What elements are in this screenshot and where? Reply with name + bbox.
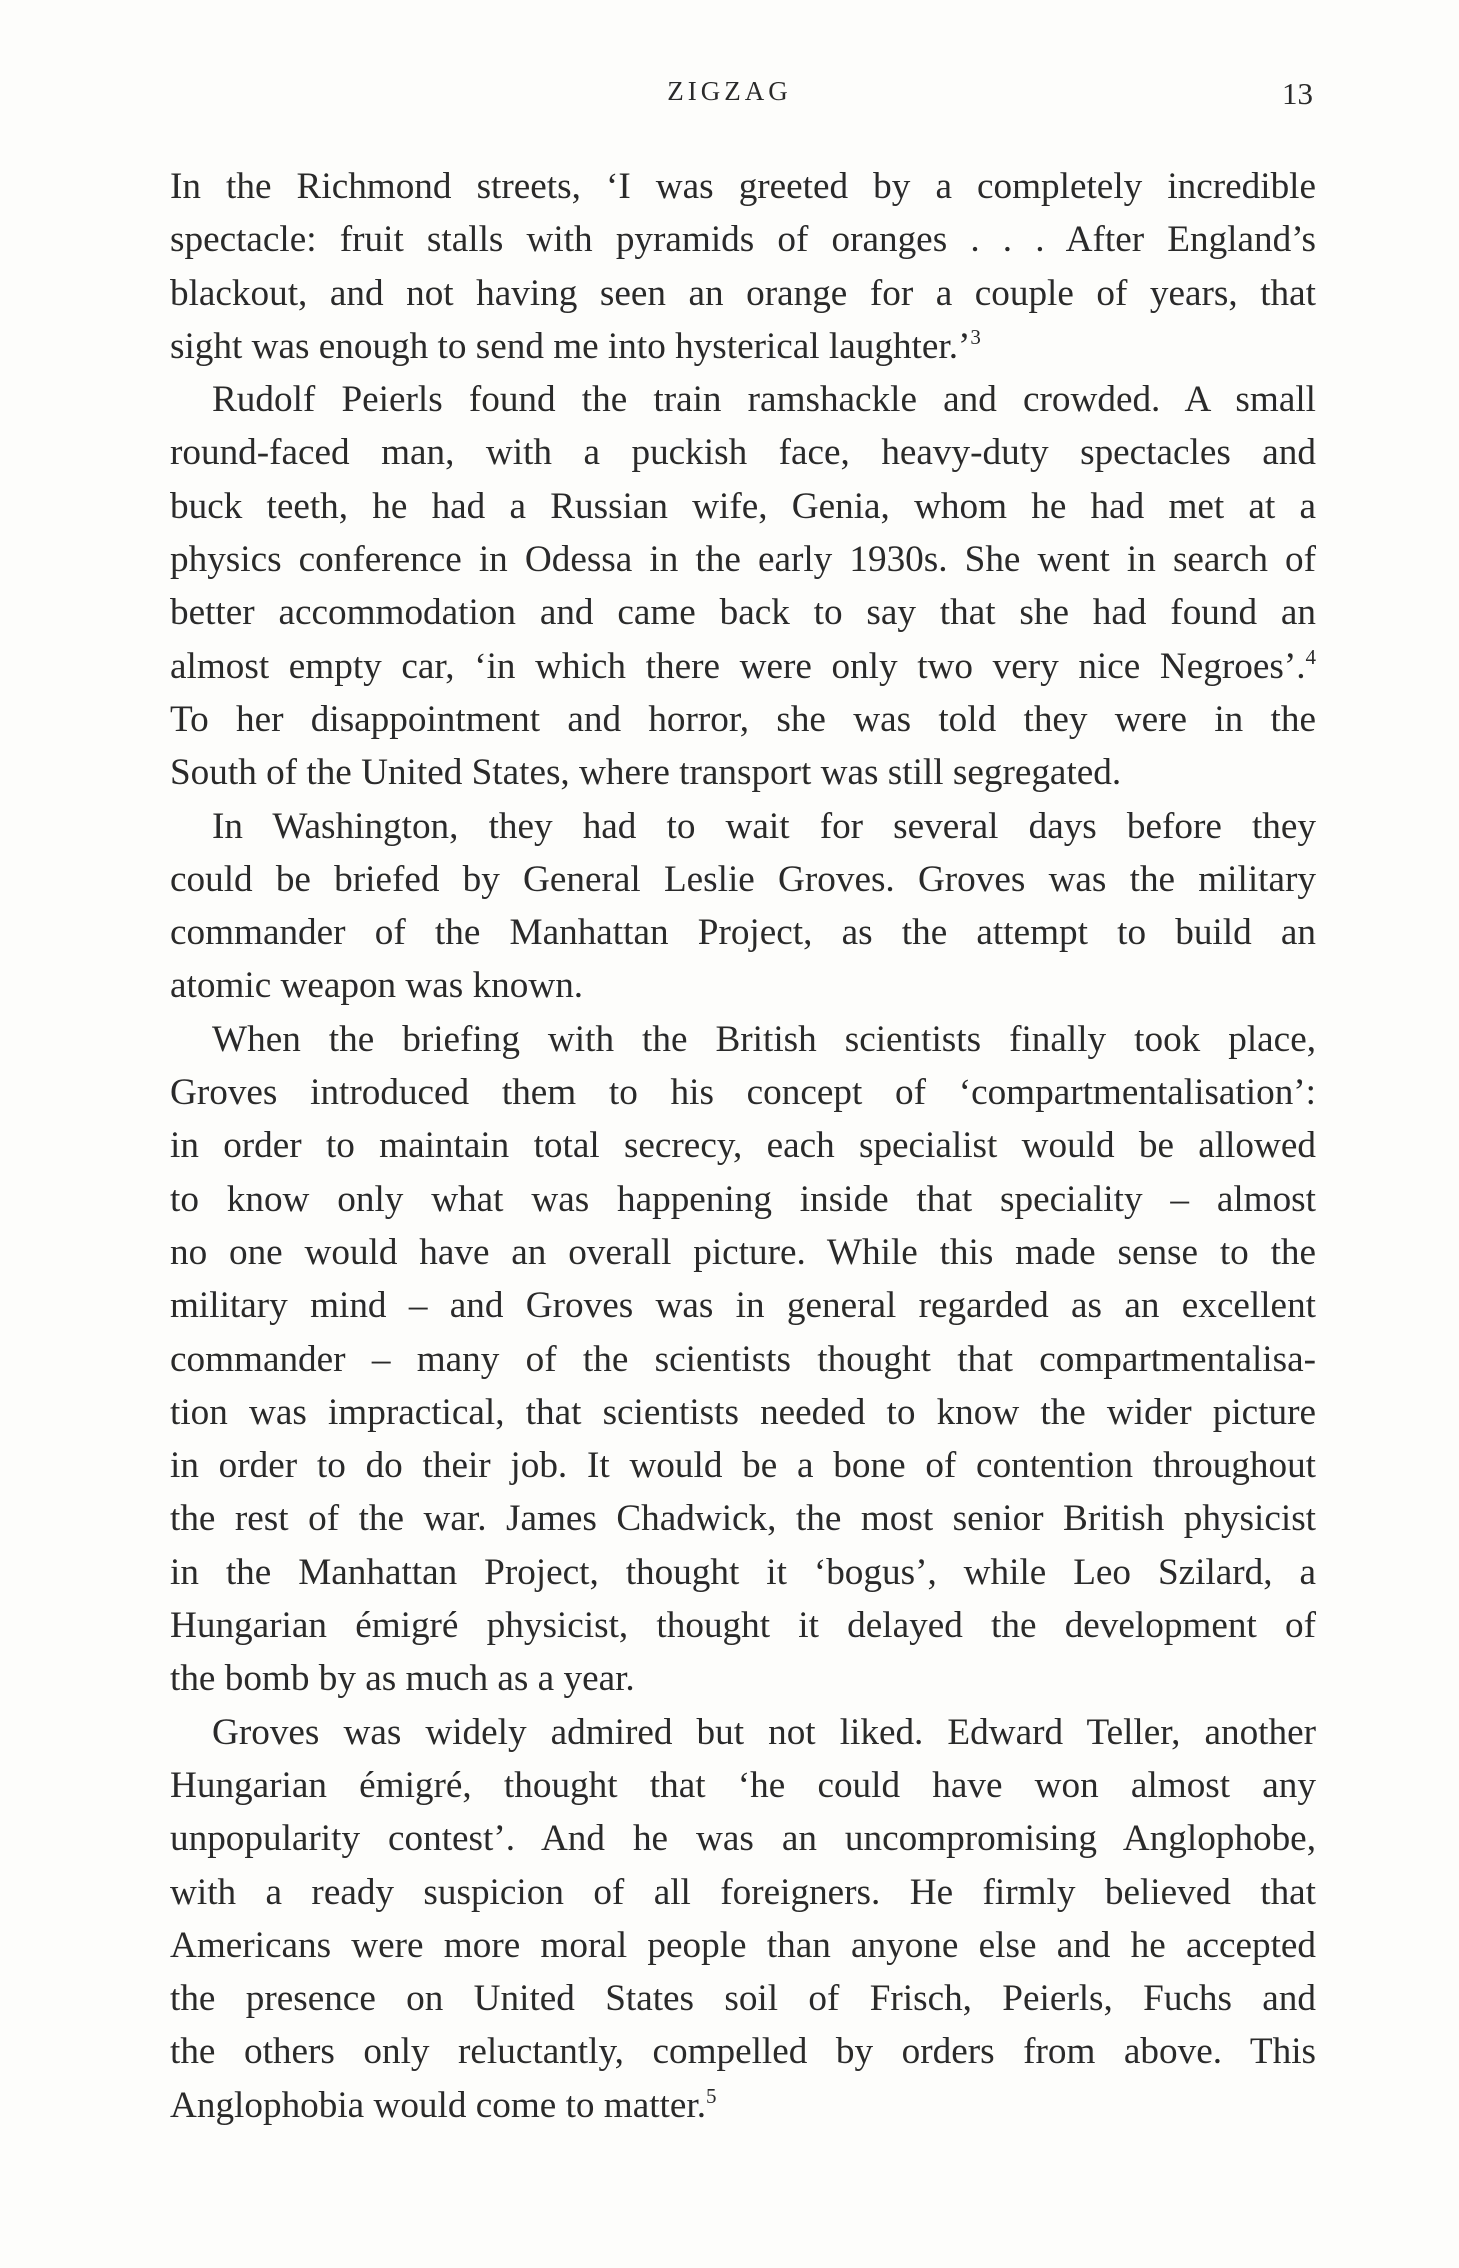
text-line <box>170 1919 1316 1972</box>
line-text: In the Richmond streets, ‘I was greeted by a completely incredible <box>170 166 1316 207</box>
text-line <box>170 533 1316 586</box>
text-line <box>170 693 1316 746</box>
text-line <box>170 746 1316 799</box>
line-text: better accommodation and came back to say that she had found an <box>170 592 1316 634</box>
text-line <box>170 480 1316 533</box>
text-line <box>170 640 1316 693</box>
text-line <box>170 1013 1316 1066</box>
line-text: commander – many of the scientists thought that compartmentalisa- <box>170 1338 1316 1380</box>
text-line <box>170 800 1316 853</box>
line-text: tion was impractical, that scientists needed to know the wider picture <box>170 1391 1316 1433</box>
line-text: no one would have an overall picture. While this made sense to the <box>170 1231 1316 1273</box>
text-line <box>170 373 1316 426</box>
paragraph <box>170 800 1316 1013</box>
line-text: commander of the Manhattan Project, as the attempt to build an <box>170 912 1316 954</box>
text-line <box>170 1759 1316 1812</box>
line-text: South of the United States, where transport was still segregated. <box>170 752 1122 794</box>
text-line <box>170 853 1316 906</box>
line-text: buck teeth, he had a Russian wife, Genia, whom he had met at a <box>170 485 1316 527</box>
text-line <box>170 1492 1316 1545</box>
line-text: the rest of the war. James Chadwick, the most senior British physicist <box>170 1498 1316 1540</box>
paragraph <box>170 373 1316 799</box>
line-text: spectacle: fruit stalls with pyramids of oranges . . . After England’s <box>170 219 1316 261</box>
footnote-marker: 3 <box>970 324 981 349</box>
text-line <box>170 426 1316 479</box>
line-text: could be briefed by General Leslie Groves. Groves was the military <box>170 858 1316 900</box>
text-line <box>170 160 1316 213</box>
line-text: Groves introduced them to his concept of ‘compartmentalisation’: <box>170 1072 1316 1114</box>
text-line <box>170 1599 1316 1652</box>
text-line <box>170 1439 1316 1492</box>
line-text: in order to maintain total secrecy, each specialist would be allowed <box>170 1125 1316 1167</box>
text-line <box>170 1066 1316 1119</box>
paragraph <box>170 160 1316 373</box>
line-text: military mind – and Groves was in general regarded as an excellent <box>170 1285 1316 1327</box>
line-text: Groves was widely admired but not liked. Edward Teller, another <box>212 1711 1316 1753</box>
line-text: Hungarian émigré physicist, thought it delayed the development of <box>170 1605 1316 1647</box>
line-text: round-faced man, with a puckish face, heavy-duty spectacles and <box>170 432 1316 474</box>
running-head <box>0 72 1459 112</box>
line-text: blackout, and not having seen an orange for a couple of years, that <box>170 272 1316 314</box>
text-line <box>170 1173 1316 1226</box>
footnote-marker: 5 <box>706 2083 717 2108</box>
text-line <box>170 586 1316 639</box>
text-line <box>170 1652 1316 1705</box>
text-line <box>170 267 1316 320</box>
line-text: Anglophobia would come to matter. <box>170 2084 707 2126</box>
line-text: the bomb by as much as a year. <box>170 1658 635 1700</box>
text-line <box>170 320 1316 373</box>
text-line <box>170 213 1316 266</box>
line-text: to know only what was happening inside that speciality – almost <box>170 1178 1316 1220</box>
running-title: ZIGZAG <box>667 76 792 106</box>
body-text <box>170 160 1316 2132</box>
line-text: sight was enough to send me into hysterical laughter.’ <box>170 325 971 367</box>
paragraph <box>170 1706 1316 2132</box>
line-text: To her disappointment and horror, she was told they were in the <box>170 698 1316 740</box>
line-text: with a ready suspicion of all foreigners. He firmly believed that <box>170 1871 1316 1913</box>
line-text: in order to do their job. It would be a bone of contention throughout <box>170 1445 1316 1487</box>
line-text: In Washington, they had to wait for several days before they <box>212 805 1316 847</box>
line-text: When the briefing with the British scientists finally took place, <box>212 1018 1316 1060</box>
text-line <box>170 1706 1316 1759</box>
line-text: in the Manhattan Project, thought it ‘bogus’, while Leo Szilard, a <box>170 1551 1316 1593</box>
text-line <box>170 1812 1316 1865</box>
text-line <box>170 2025 1316 2078</box>
line-text: unpopularity contest’. And he was an uncompromising Anglophobe, <box>170 1818 1316 1860</box>
text-line <box>170 2079 1316 2132</box>
line-text: the others only reluctantly, compelled by orders from above. This <box>170 2031 1316 2073</box>
line-text: Americans were more moral people than anyone else and he accepted <box>170 1924 1316 1966</box>
text-line <box>170 1866 1316 1919</box>
footnote-marker: 4 <box>1305 644 1316 669</box>
line-text: the presence on United States soil of Frisch, Peierls, Fuchs and <box>170 1978 1316 2020</box>
text-line <box>170 1226 1316 1279</box>
text-line <box>170 959 1316 1012</box>
text-line <box>170 906 1316 959</box>
line-text: almost empty car, ‘in which there were only two very nice Negroes’. <box>170 645 1306 687</box>
page-number: 13 <box>1282 76 1313 111</box>
text-line <box>170 1386 1316 1439</box>
text-line <box>170 1119 1316 1172</box>
text-line <box>170 1333 1316 1386</box>
line-text: Rudolf Peierls found the train ramshackle and crowded. A small <box>212 379 1316 421</box>
text-line <box>170 1279 1316 1332</box>
text-line <box>170 1546 1316 1599</box>
paragraph <box>170 1013 1316 1706</box>
line-text: Hungarian émigré, thought that ‘he could have won almost any <box>170 1764 1316 1806</box>
line-text: physics conference in Odessa in the early 1930s. She went in search of <box>170 539 1316 581</box>
text-line <box>170 1972 1316 2025</box>
line-text: atomic weapon was known. <box>170 965 584 1007</box>
